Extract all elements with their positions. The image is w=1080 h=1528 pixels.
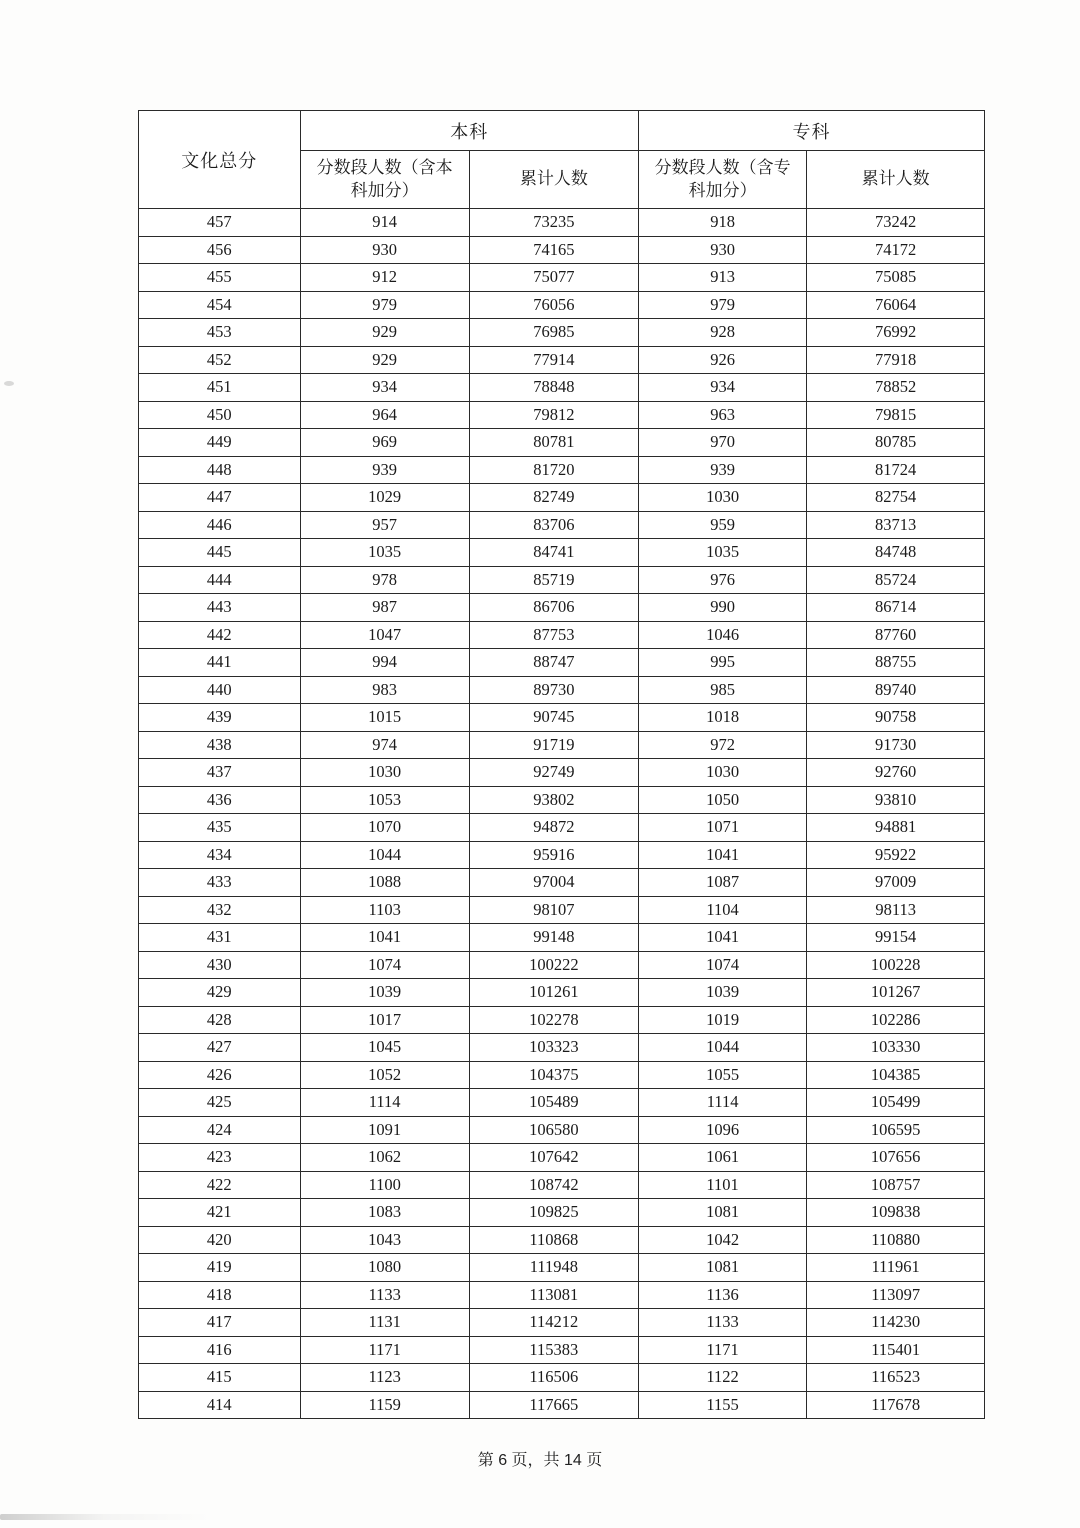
- cell-benke-cumulative: 92749: [469, 759, 638, 787]
- cell-benke-cumulative: 78848: [469, 374, 638, 402]
- cell-benke-cumulative: 103323: [469, 1034, 638, 1062]
- cell-benke-segment-count: 969: [300, 429, 469, 457]
- cell-total-score: 453: [139, 319, 301, 347]
- table-row: [139, 1309, 985, 1337]
- cell-benke-cumulative: 108742: [469, 1171, 638, 1199]
- cell-zhuanke-cumulative: 107656: [807, 1144, 985, 1172]
- cell-zhuanke-cumulative: 83713: [807, 511, 985, 539]
- cell-zhuanke-cumulative: 87760: [807, 621, 985, 649]
- cell-benke-cumulative: 76985: [469, 319, 638, 347]
- header-zhuanke-cumulative: 累计人数: [807, 151, 985, 209]
- table-row: [139, 1061, 985, 1089]
- cell-benke-cumulative: 113081: [469, 1281, 638, 1309]
- cell-benke-segment-count: 912: [300, 264, 469, 292]
- cell-total-score: 424: [139, 1116, 301, 1144]
- cell-zhuanke-segment-count: 930: [638, 236, 806, 264]
- cell-benke-cumulative: 79812: [469, 401, 638, 429]
- cell-benke-segment-count: 1017: [300, 1006, 469, 1034]
- cell-zhuanke-cumulative: 94881: [807, 814, 985, 842]
- cell-benke-segment-count: 929: [300, 319, 469, 347]
- table-row: [139, 346, 985, 374]
- cell-benke-segment-count: 1103: [300, 896, 469, 924]
- cell-zhuanke-cumulative: 91730: [807, 731, 985, 759]
- cell-benke-cumulative: 115383: [469, 1336, 638, 1364]
- cell-zhuanke-cumulative: 115401: [807, 1336, 985, 1364]
- cell-total-score: 451: [139, 374, 301, 402]
- cell-zhuanke-segment-count: 990: [638, 594, 806, 622]
- cell-total-score: 425: [139, 1089, 301, 1117]
- table-row: [139, 1199, 985, 1227]
- cell-benke-cumulative: 116506: [469, 1364, 638, 1392]
- cell-benke-cumulative: 111948: [469, 1254, 638, 1282]
- cell-zhuanke-segment-count: 985: [638, 676, 806, 704]
- cell-benke-segment-count: 1171: [300, 1336, 469, 1364]
- cell-total-score: 427: [139, 1034, 301, 1062]
- cell-zhuanke-segment-count: 926: [638, 346, 806, 374]
- cell-zhuanke-segment-count: 1019: [638, 1006, 806, 1034]
- cell-zhuanke-cumulative: 110880: [807, 1226, 985, 1254]
- table-row: [139, 979, 985, 1007]
- table-row: [139, 621, 985, 649]
- cell-benke-segment-count: 1041: [300, 924, 469, 952]
- cell-zhuanke-segment-count: 1136: [638, 1281, 806, 1309]
- cell-benke-segment-count: 1088: [300, 869, 469, 897]
- header-zhuanke-group: 专科: [638, 111, 984, 151]
- cell-zhuanke-cumulative: 93810: [807, 786, 985, 814]
- cell-zhuanke-cumulative: 92760: [807, 759, 985, 787]
- cell-benke-cumulative: 83706: [469, 511, 638, 539]
- cell-zhuanke-segment-count: 1041: [638, 841, 806, 869]
- table-row: [139, 1226, 985, 1254]
- cell-benke-cumulative: 73235: [469, 209, 638, 237]
- cell-total-score: 435: [139, 814, 301, 842]
- cell-zhuanke-segment-count: 1133: [638, 1309, 806, 1337]
- cell-zhuanke-cumulative: 113097: [807, 1281, 985, 1309]
- cell-zhuanke-cumulative: 86714: [807, 594, 985, 622]
- cell-benke-segment-count: 1114: [300, 1089, 469, 1117]
- cell-benke-segment-count: 1039: [300, 979, 469, 1007]
- cell-benke-segment-count: 1091: [300, 1116, 469, 1144]
- cell-benke-cumulative: 77914: [469, 346, 638, 374]
- cell-zhuanke-segment-count: 928: [638, 319, 806, 347]
- cell-total-score: 457: [139, 209, 301, 237]
- cell-zhuanke-segment-count: 1046: [638, 621, 806, 649]
- cell-benke-cumulative: 80781: [469, 429, 638, 457]
- cell-benke-segment-count: 1070: [300, 814, 469, 842]
- cell-zhuanke-cumulative: 74172: [807, 236, 985, 264]
- table-row: [139, 374, 985, 402]
- cell-zhuanke-cumulative: 106595: [807, 1116, 985, 1144]
- cell-benke-segment-count: 994: [300, 649, 469, 677]
- header-group-row: [139, 111, 985, 151]
- cell-total-score: 441: [139, 649, 301, 677]
- cell-zhuanke-segment-count: 1018: [638, 704, 806, 732]
- scan-artifact-dot: [4, 381, 14, 386]
- cell-total-score: 438: [139, 731, 301, 759]
- cell-total-score: 428: [139, 1006, 301, 1034]
- cell-zhuanke-cumulative: 97009: [807, 869, 985, 897]
- table-row: [139, 841, 985, 869]
- cell-total-score: 443: [139, 594, 301, 622]
- cell-zhuanke-cumulative: 82754: [807, 484, 985, 512]
- cell-zhuanke-segment-count: 1035: [638, 539, 806, 567]
- cell-zhuanke-segment-count: 1074: [638, 951, 806, 979]
- cell-total-score: 439: [139, 704, 301, 732]
- table-row: [139, 236, 985, 264]
- table-row: [139, 1034, 985, 1062]
- cell-zhuanke-cumulative: 88755: [807, 649, 985, 677]
- header-benke-cumulative: 累计人数: [469, 151, 638, 209]
- cell-zhuanke-segment-count: 970: [638, 429, 806, 457]
- cell-zhuanke-cumulative: 75085: [807, 264, 985, 292]
- cell-benke-segment-count: 1080: [300, 1254, 469, 1282]
- cell-benke-cumulative: 75077: [469, 264, 638, 292]
- cell-zhuanke-segment-count: 1122: [638, 1364, 806, 1392]
- table-row: [139, 511, 985, 539]
- cell-benke-segment-count: 1015: [300, 704, 469, 732]
- cell-benke-segment-count: 1035: [300, 539, 469, 567]
- table-row: [139, 1281, 985, 1309]
- cell-zhuanke-segment-count: 1030: [638, 759, 806, 787]
- table-row: [139, 319, 985, 347]
- cell-benke-cumulative: 114212: [469, 1309, 638, 1337]
- cell-zhuanke-segment-count: 1071: [638, 814, 806, 842]
- cell-zhuanke-cumulative: 101267: [807, 979, 985, 1007]
- table-row: [139, 1364, 985, 1392]
- cell-total-score: 430: [139, 951, 301, 979]
- cell-total-score: 454: [139, 291, 301, 319]
- cell-benke-segment-count: 974: [300, 731, 469, 759]
- cell-benke-segment-count: 1131: [300, 1309, 469, 1337]
- cell-benke-cumulative: 117665: [469, 1391, 638, 1419]
- cell-zhuanke-segment-count: 976: [638, 566, 806, 594]
- cell-zhuanke-cumulative: 103330: [807, 1034, 985, 1062]
- cell-zhuanke-cumulative: 104385: [807, 1061, 985, 1089]
- cell-benke-cumulative: 97004: [469, 869, 638, 897]
- page-number-footer: 第 6 页，共 14 页: [477, 1452, 603, 1469]
- cell-zhuanke-cumulative: 76064: [807, 291, 985, 319]
- cell-benke-segment-count: 1074: [300, 951, 469, 979]
- cell-zhuanke-segment-count: 1050: [638, 786, 806, 814]
- cell-total-score: 420: [139, 1226, 301, 1254]
- cell-zhuanke-segment-count: 1096: [638, 1116, 806, 1144]
- cell-benke-segment-count: 978: [300, 566, 469, 594]
- table-row: [139, 401, 985, 429]
- cell-zhuanke-cumulative: 100228: [807, 951, 985, 979]
- cell-zhuanke-segment-count: 1041: [638, 924, 806, 952]
- cell-benke-segment-count: 1133: [300, 1281, 469, 1309]
- cell-benke-segment-count: 987: [300, 594, 469, 622]
- cell-zhuanke-segment-count: 1044: [638, 1034, 806, 1062]
- cell-total-score: 449: [139, 429, 301, 457]
- cell-total-score: 414: [139, 1391, 301, 1419]
- cell-benke-segment-count: 1044: [300, 841, 469, 869]
- cell-benke-segment-count: 1083: [300, 1199, 469, 1227]
- cell-total-score: 455: [139, 264, 301, 292]
- table-row: [139, 649, 985, 677]
- cell-zhuanke-cumulative: 95922: [807, 841, 985, 869]
- cell-zhuanke-segment-count: 1171: [638, 1336, 806, 1364]
- cell-zhuanke-segment-count: 913: [638, 264, 806, 292]
- table-row: [139, 566, 985, 594]
- cell-benke-segment-count: 1123: [300, 1364, 469, 1392]
- score-distribution-table: [138, 110, 985, 1419]
- cell-total-score: 434: [139, 841, 301, 869]
- cell-zhuanke-cumulative: 81724: [807, 456, 985, 484]
- cell-zhuanke-cumulative: 77918: [807, 346, 985, 374]
- table-row: [139, 676, 985, 704]
- cell-benke-cumulative: 90745: [469, 704, 638, 732]
- cell-benke-segment-count: 957: [300, 511, 469, 539]
- cell-benke-segment-count: 1159: [300, 1391, 469, 1419]
- cell-benke-cumulative: 100222: [469, 951, 638, 979]
- cell-benke-cumulative: 105489: [469, 1089, 638, 1117]
- table-row: [139, 1089, 985, 1117]
- cell-total-score: 445: [139, 539, 301, 567]
- cell-benke-cumulative: 102278: [469, 1006, 638, 1034]
- cell-benke-cumulative: 109825: [469, 1199, 638, 1227]
- scan-artifact-smudge: [0, 1514, 210, 1520]
- cell-total-score: 442: [139, 621, 301, 649]
- cell-total-score: 437: [139, 759, 301, 787]
- cell-zhuanke-segment-count: 1081: [638, 1199, 806, 1227]
- cell-zhuanke-segment-count: 1114: [638, 1089, 806, 1117]
- table-row: [139, 814, 985, 842]
- cell-zhuanke-segment-count: 1101: [638, 1171, 806, 1199]
- table-row: [139, 1116, 985, 1144]
- table-row: [139, 594, 985, 622]
- cell-total-score: 433: [139, 869, 301, 897]
- table-row: [139, 731, 985, 759]
- cell-zhuanke-cumulative: 79815: [807, 401, 985, 429]
- cell-benke-segment-count: 914: [300, 209, 469, 237]
- cell-benke-segment-count: 1100: [300, 1171, 469, 1199]
- cell-zhuanke-cumulative: 78852: [807, 374, 985, 402]
- cell-benke-cumulative: 110868: [469, 1226, 638, 1254]
- cell-benke-cumulative: 76056: [469, 291, 638, 319]
- cell-zhuanke-segment-count: 1055: [638, 1061, 806, 1089]
- table-row: [139, 924, 985, 952]
- cell-benke-segment-count: 939: [300, 456, 469, 484]
- cell-zhuanke-segment-count: 1030: [638, 484, 806, 512]
- cell-zhuanke-cumulative: 116523: [807, 1364, 985, 1392]
- cell-zhuanke-segment-count: 959: [638, 511, 806, 539]
- cell-total-score: 429: [139, 979, 301, 1007]
- cell-zhuanke-cumulative: 84748: [807, 539, 985, 567]
- cell-benke-segment-count: 1062: [300, 1144, 469, 1172]
- cell-zhuanke-cumulative: 89740: [807, 676, 985, 704]
- cell-benke-cumulative: 95916: [469, 841, 638, 869]
- header-total-score: 文化总分: [139, 111, 301, 209]
- cell-benke-segment-count: 979: [300, 291, 469, 319]
- cell-benke-cumulative: 74165: [469, 236, 638, 264]
- table-row: [139, 1171, 985, 1199]
- cell-benke-cumulative: 107642: [469, 1144, 638, 1172]
- cell-benke-cumulative: 91719: [469, 731, 638, 759]
- cell-total-score: 440: [139, 676, 301, 704]
- cell-benke-segment-count: 934: [300, 374, 469, 402]
- table-row: [139, 951, 985, 979]
- cell-benke-cumulative: 106580: [469, 1116, 638, 1144]
- table-row: [139, 264, 985, 292]
- cell-zhuanke-cumulative: 76992: [807, 319, 985, 347]
- cell-benke-cumulative: 104375: [469, 1061, 638, 1089]
- cell-total-score: 417: [139, 1309, 301, 1337]
- cell-benke-segment-count: 964: [300, 401, 469, 429]
- cell-zhuanke-cumulative: 102286: [807, 1006, 985, 1034]
- cell-total-score: 444: [139, 566, 301, 594]
- cell-benke-segment-count: 1045: [300, 1034, 469, 1062]
- cell-total-score: 422: [139, 1171, 301, 1199]
- cell-benke-segment-count: 1053: [300, 786, 469, 814]
- table-row: [139, 484, 985, 512]
- cell-zhuanke-segment-count: 995: [638, 649, 806, 677]
- cell-total-score: 415: [139, 1364, 301, 1392]
- cell-total-score: 450: [139, 401, 301, 429]
- cell-zhuanke-cumulative: 108757: [807, 1171, 985, 1199]
- cell-benke-segment-count: 1047: [300, 621, 469, 649]
- cell-zhuanke-cumulative: 109838: [807, 1199, 985, 1227]
- cell-zhuanke-segment-count: 939: [638, 456, 806, 484]
- table-row: [139, 1006, 985, 1034]
- cell-benke-cumulative: 86706: [469, 594, 638, 622]
- cell-total-score: 452: [139, 346, 301, 374]
- cell-zhuanke-segment-count: 1042: [638, 1226, 806, 1254]
- cell-total-score: 419: [139, 1254, 301, 1282]
- cell-zhuanke-segment-count: 934: [638, 374, 806, 402]
- cell-zhuanke-cumulative: 105499: [807, 1089, 985, 1117]
- cell-benke-segment-count: 930: [300, 236, 469, 264]
- cell-total-score: 447: [139, 484, 301, 512]
- cell-zhuanke-cumulative: 111961: [807, 1254, 985, 1282]
- cell-zhuanke-cumulative: 85724: [807, 566, 985, 594]
- cell-total-score: 418: [139, 1281, 301, 1309]
- cell-benke-cumulative: 98107: [469, 896, 638, 924]
- cell-benke-cumulative: 89730: [469, 676, 638, 704]
- cell-total-score: 416: [139, 1336, 301, 1364]
- cell-zhuanke-segment-count: 1104: [638, 896, 806, 924]
- cell-zhuanke-segment-count: 1087: [638, 869, 806, 897]
- cell-benke-cumulative: 81720: [469, 456, 638, 484]
- cell-zhuanke-segment-count: 1039: [638, 979, 806, 1007]
- cell-benke-cumulative: 84741: [469, 539, 638, 567]
- cell-benke-segment-count: 1029: [300, 484, 469, 512]
- cell-zhuanke-segment-count: 1081: [638, 1254, 806, 1282]
- table-row: [139, 704, 985, 732]
- cell-benke-cumulative: 94872: [469, 814, 638, 842]
- cell-benke-cumulative: 93802: [469, 786, 638, 814]
- cell-benke-segment-count: 1043: [300, 1226, 469, 1254]
- cell-zhuanke-cumulative: 80785: [807, 429, 985, 457]
- cell-total-score: 456: [139, 236, 301, 264]
- cell-zhuanke-cumulative: 117678: [807, 1391, 985, 1419]
- cell-total-score: 421: [139, 1199, 301, 1227]
- header-benke-group: 本科: [300, 111, 638, 151]
- cell-benke-segment-count: 929: [300, 346, 469, 374]
- cell-total-score: 423: [139, 1144, 301, 1172]
- cell-benke-segment-count: 1030: [300, 759, 469, 787]
- table-row: [139, 759, 985, 787]
- cell-zhuanke-cumulative: 90758: [807, 704, 985, 732]
- cell-total-score: 426: [139, 1061, 301, 1089]
- header-zhuanke-segment-count: 分数段人数（含专科加分）: [638, 151, 806, 209]
- table-row: [139, 1391, 985, 1419]
- table-row: [139, 786, 985, 814]
- table-row: [139, 429, 985, 457]
- cell-benke-cumulative: 99148: [469, 924, 638, 952]
- cell-zhuanke-segment-count: 972: [638, 731, 806, 759]
- table-row: [139, 209, 985, 237]
- cell-zhuanke-cumulative: 98113: [807, 896, 985, 924]
- cell-benke-cumulative: 85719: [469, 566, 638, 594]
- cell-zhuanke-cumulative: 73242: [807, 209, 985, 237]
- cell-total-score: 448: [139, 456, 301, 484]
- table-row: [139, 1144, 985, 1172]
- header-benke-segment-count: 分数段人数（含本科加分）: [300, 151, 469, 209]
- cell-zhuanke-segment-count: 1061: [638, 1144, 806, 1172]
- table-row: [139, 896, 985, 924]
- cell-total-score: 446: [139, 511, 301, 539]
- cell-zhuanke-segment-count: 963: [638, 401, 806, 429]
- cell-zhuanke-segment-count: 918: [638, 209, 806, 237]
- cell-benke-cumulative: 101261: [469, 979, 638, 1007]
- table-row: [139, 291, 985, 319]
- table-row: [139, 539, 985, 567]
- cell-total-score: 432: [139, 896, 301, 924]
- cell-benke-cumulative: 87753: [469, 621, 638, 649]
- table-row: [139, 1254, 985, 1282]
- cell-zhuanke-segment-count: 979: [638, 291, 806, 319]
- cell-benke-segment-count: 983: [300, 676, 469, 704]
- cell-benke-segment-count: 1052: [300, 1061, 469, 1089]
- cell-zhuanke-cumulative: 99154: [807, 924, 985, 952]
- table-row: [139, 1336, 985, 1364]
- table-row: [139, 456, 985, 484]
- cell-benke-cumulative: 82749: [469, 484, 638, 512]
- cell-total-score: 431: [139, 924, 301, 952]
- table-row: [139, 869, 985, 897]
- cell-benke-cumulative: 88747: [469, 649, 638, 677]
- cell-zhuanke-segment-count: 1155: [638, 1391, 806, 1419]
- cell-zhuanke-cumulative: 114230: [807, 1309, 985, 1337]
- cell-total-score: 436: [139, 786, 301, 814]
